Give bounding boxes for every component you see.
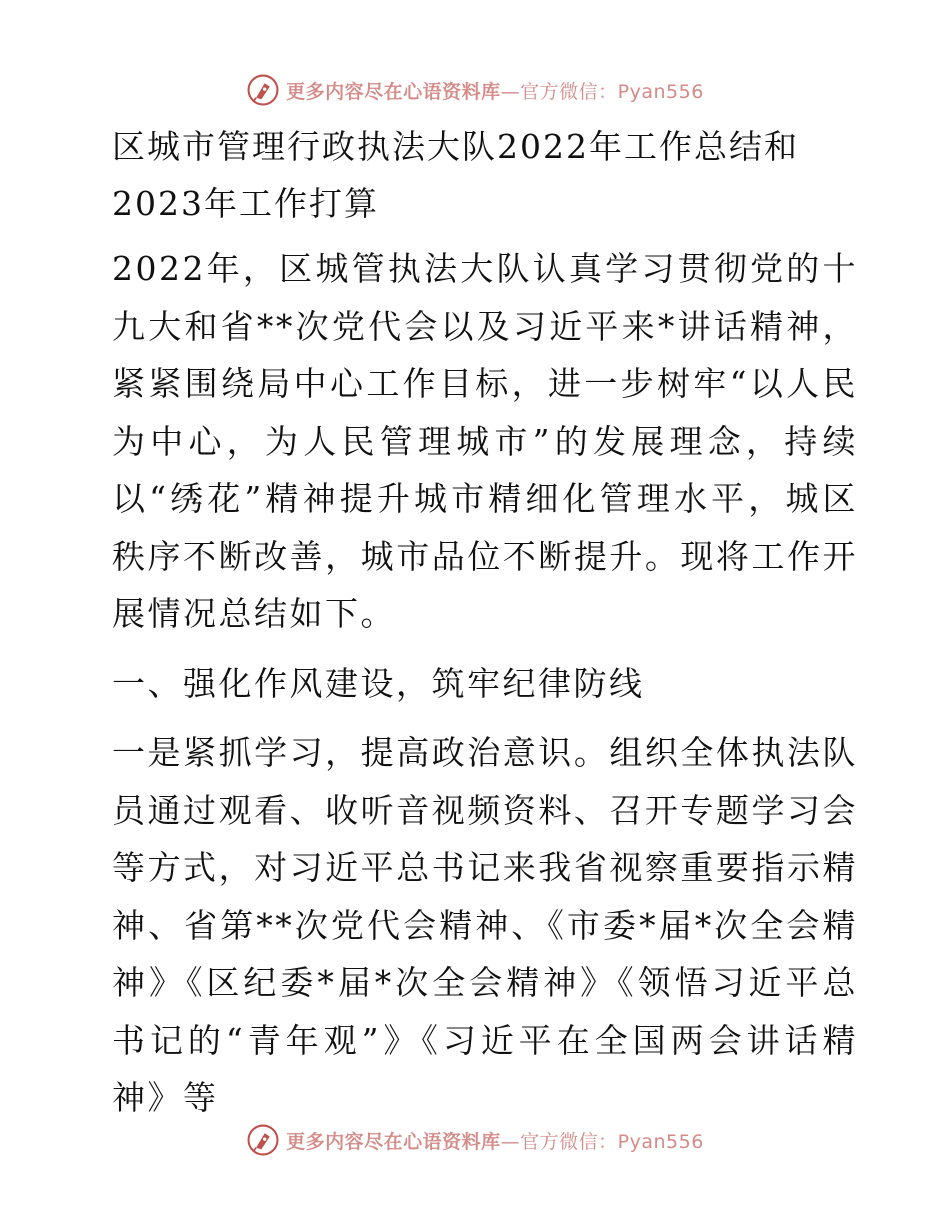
banner-wechat-text: 官方微信：Pyan556 [520, 1130, 704, 1153]
pen-nib-logo-icon [246, 73, 280, 107]
paragraph-study: 一是紧抓学习，提高政治意识。组织全体执法队员通过观看、收听音视频资料、召开专题学习会等方式，对习近平总书记来我省视察重要指示精神、省第**次党代会精神、《市委*届*次全会精神》《区纪委*届*次全会精神》《领悟习近平总书记的“青年观”》《习近平在全国两会讲话精神》等 [112, 733, 858, 1117]
banner-main-text: 更多内容尽在心语资料库 [286, 1130, 501, 1153]
paragraph-intro: 2022年，区城管执法大队认真学习贯彻党的十九大和省**次党代会以及习近平来*讲话精神，紧紧围绕局中心工作目标，进一步树牢“以人民为中心，为人民管理城市”的发展理念，持续以“绣花”精神提升城市精细化管理水平，城区秩序不断改善，城市品位不断提升。现将工作开展情况总结如下。 [112, 249, 858, 633]
banner-main-text: 更多内容尽在心语资料库 [286, 80, 501, 103]
pen-nib-logo-icon [246, 1123, 280, 1157]
banner-wechat-text: 官方微信：Pyan556 [520, 80, 704, 103]
document-body [98, 118, 858, 1139]
document-title: 区城市管理行政执法大队2022年工作总结和2023年工作打算 [112, 127, 799, 223]
section-heading-1: 一、强化作风建设，筑牢纪律防线 [112, 663, 645, 703]
header-watermark-banner [0, 70, 950, 110]
banner-separator: — [500, 1130, 521, 1153]
banner-text [286, 77, 704, 104]
footer-watermark-banner [0, 1120, 950, 1160]
banner-separator: — [500, 80, 521, 103]
banner-text [286, 1127, 704, 1154]
